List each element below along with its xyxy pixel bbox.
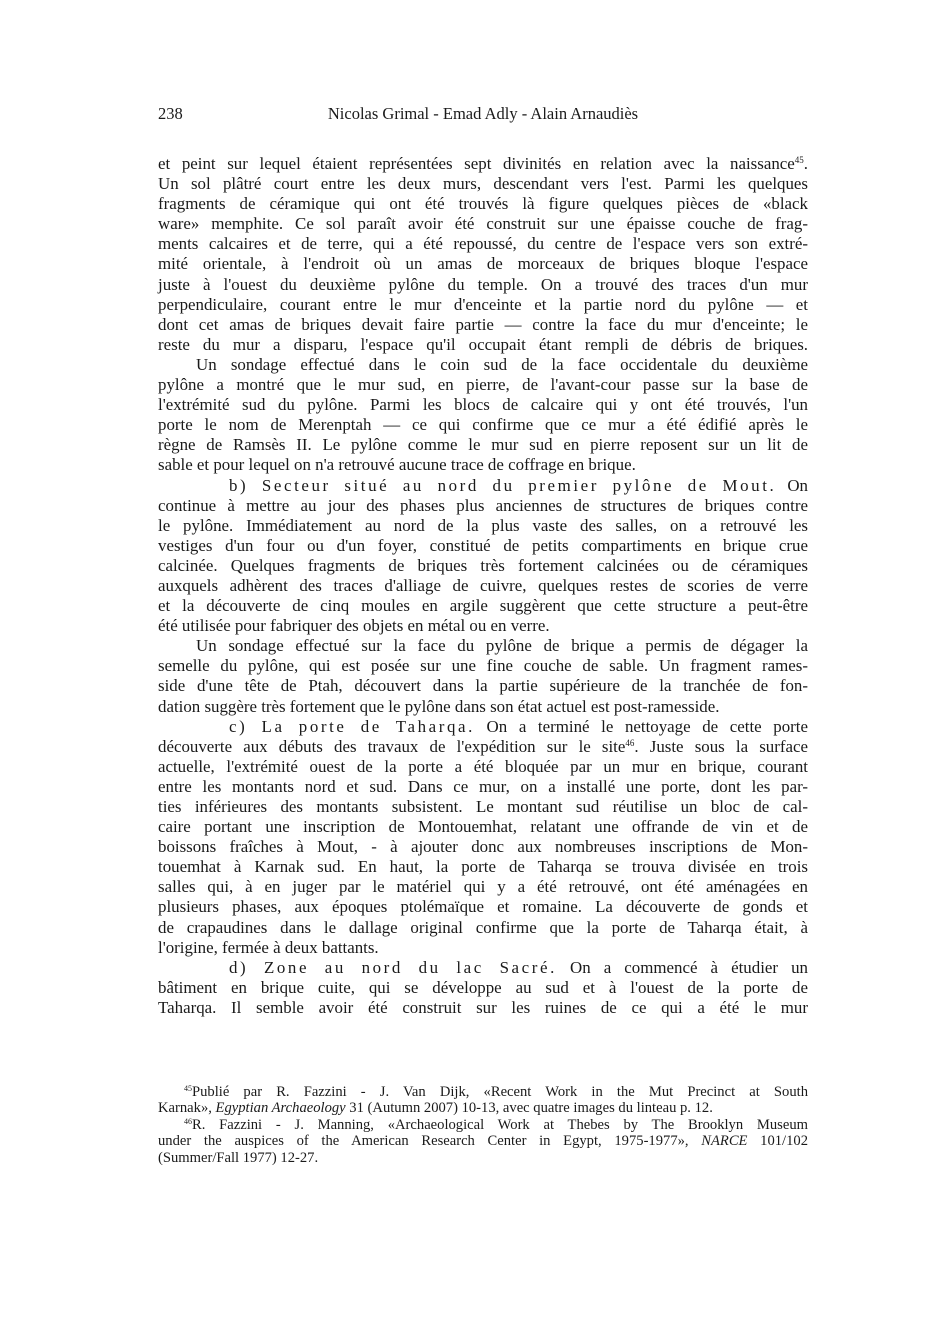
text-line: et la découverte de cinq moules en argile suggèrent que cette structure a peut-être (158, 596, 808, 616)
text-line: ments calcaires et de terre, qui a été repoussé, du centre de l'espace vers son extré- (158, 234, 808, 254)
text-line: dation suggère très fortement que le pylône dans son état actuel est post-ramesside. (158, 696, 720, 716)
footnote-line: (Summer/Fall 1977) 12-27. (158, 1149, 319, 1166)
page-number: 238 (158, 104, 183, 123)
text-line: continue à mettre au jour des phases plus anciennes de structures de briques contre (158, 495, 808, 515)
text-line: perpendiculaire, courant entre le mur d'enceinte et la partie nord du pylône — et (158, 294, 808, 314)
text-line: side d'une tête de Ptah, découvert dans la partie supérieure de la tranchée de fon- (158, 676, 808, 696)
text-line: fragments de céramique qui ont été trouvés là figure quelques pièces de «black (158, 194, 808, 214)
text-line: Un sol plâtré court entre les deux murs, descendant vers l'est. Parmi les quelques (158, 174, 808, 194)
text-line: d) Zone au nord du lac Sacré. On a commencé à étudier un (229, 957, 808, 977)
footnote-line: Karnak», Egyptian Archaeology 31 (Autumn 2007) 10-13, avec quatre images du linteau p. 12. (158, 1100, 713, 1117)
text-line: bâtiment en brique cuite, qui se développe au sud et à l'ouest de la porte de (158, 977, 808, 997)
text-line: reste du mur a disparu, l'espace qu'il occupait étant rempli de débris de briques. (158, 334, 808, 354)
text-line: et peint sur lequel étaient représentées sept divinités en relation avec la naissance$^{45}$. (158, 154, 808, 173)
footnote-45: $^{45}$Publié par R. Fazzini - J. Van Dijk, «Recent Work in the Mut Precinct at South (184, 1084, 808, 1100)
footnote-ref-46[interactable]: 46 (625, 737, 635, 748)
footnotes (158, 1084, 808, 1166)
text-line: été utilisée pour fabriquer des objets en métal ou en verre. (158, 616, 550, 636)
text-line: salles qui, à en juger par le matériel qui y a été retrouvé, ont été aménagées en (158, 877, 808, 897)
text-line: caire portant une inscription de Montouemhat, relatant une offrande de vin et de (158, 817, 808, 837)
text-line: porte le nom de Merenptah — ce qui confirme que ce mur a été édifié après le (158, 415, 808, 435)
text-line: dont cet amas de briques devait faire partie — contre la face du mur d'enceinte; le (158, 314, 808, 334)
text-line: boissons fraîches à Mout, - à ajouter donc aux nombreuses inscriptions de Mon- (158, 837, 808, 857)
text-line: touemhat à Karnak sud. En haut, la porte de Taharqa se trouva divisée en trois (158, 857, 808, 877)
text-line: b) Secteur situé au nord du premier pylône de Mout. On (229, 475, 808, 495)
text-line: de crapaudines dans le dallage original confirme que la porte de Taharqa était, à (158, 917, 808, 937)
journal-title: NARCE (701, 1133, 748, 1150)
text-line: c) La porte de Taharqa. On a terminé le nettoyage de cette porte (229, 716, 808, 736)
text-line: pylône a montré que le mur sud, en pierre, de l'avant-cour passe sur la base de (158, 375, 808, 395)
text-line: juste à l'ouest du deuxième pylône du temple. On a trouvé des traces d'un mur (158, 274, 808, 294)
text-line: semelle du pylône, qui est posée sur une fine couche de sable. Un fragment rames- (158, 656, 808, 676)
text-line: règne de Ramsès II. Le pylône comme le mur sud en pierre reposent sur un lit de (158, 435, 808, 455)
section-heading-d: d) Zone au nord du lac Sacré. (229, 957, 557, 977)
text-line: ties inférieures des montants subsistent. Le montant sud réutilise un bloc de cal- (158, 797, 808, 816)
text-line: calcinée. Quelques fragments de briques très fortement calcinées ou de céramiques (158, 555, 808, 575)
section-heading-c: c) La porte de Taharqa. (229, 716, 475, 736)
footnote-46: $^{46}$R. Fazzini - J. Manning, «Archaeological Work at Thebes by The Brooklyn Museum (184, 1116, 808, 1133)
text-line: le pylône. Immédiatement au nord de la plus vaste des salles, on a retrouvé les (158, 515, 808, 535)
footnote-line: under the auspices of the American Research Center in Egypt, 1975-1977», NARCE 101/102 (158, 1133, 808, 1150)
text-line: l'origine, fermée à deux battants. (158, 937, 379, 957)
journal-title: Egyptian Archaeology (215, 1100, 346, 1117)
text-line: plusieurs phases, aux époques ptolémaïque et romaine. La découverte de gonds et (158, 897, 808, 917)
footnote-ref-45[interactable]: 45 (794, 155, 804, 165)
text-line: Un sondage effectué sur la face du pylône de brique a permis de dégager la (196, 636, 808, 656)
text-line: sable et pour lequel on n'a retrouvé aucune trace de coffrage en brique. (158, 455, 636, 475)
text-line: l'extrémité sud du pylône. Parmi les blocs de calcaire qui y ont été trouvés, l'un (158, 395, 808, 415)
text-line: actuelle, l'extrémité ouest de la porte a été bloquée par un mur en brique, courant (158, 756, 808, 776)
text-line: ware» memphite. Ce sol paraît avoir été construit sur une épaisse couche de frag- (158, 214, 808, 234)
text-line: Un sondage effectué dans le coin sud de la face occidentale du deuxième (196, 354, 808, 374)
body-text (158, 154, 808, 1018)
text-line: vestiges d'un four ou d'un foyer, constitué de petits compartiments en brique crue (158, 535, 808, 555)
section-heading-b: b) Secteur situé au nord du premier pylône de Mout. (229, 475, 777, 495)
text-line: entre les montants nord et sud. Dans ce mur, on a installé une porte, dont les par- (158, 776, 808, 796)
text-line: auxquels adhèrent des traces d'alliage de cuivre, quelques restes de scories de verre (158, 575, 808, 595)
running-head (158, 104, 808, 126)
text-line: mité orientale, à l'endroit où un amas de morceaux de briques bloque l'espace (158, 254, 808, 274)
text-line: découverte aux débuts des travaux de l'expédition sur le site$^{46}$. Juste sous la surface (158, 736, 808, 756)
text-line: Taharqa. Il semble avoir été construit sur les ruines de ce qui a été le mur (158, 997, 808, 1017)
running-head-authors: Nicolas Grimal - Emad Adly - Alain Arnaudiès (327, 104, 639, 123)
